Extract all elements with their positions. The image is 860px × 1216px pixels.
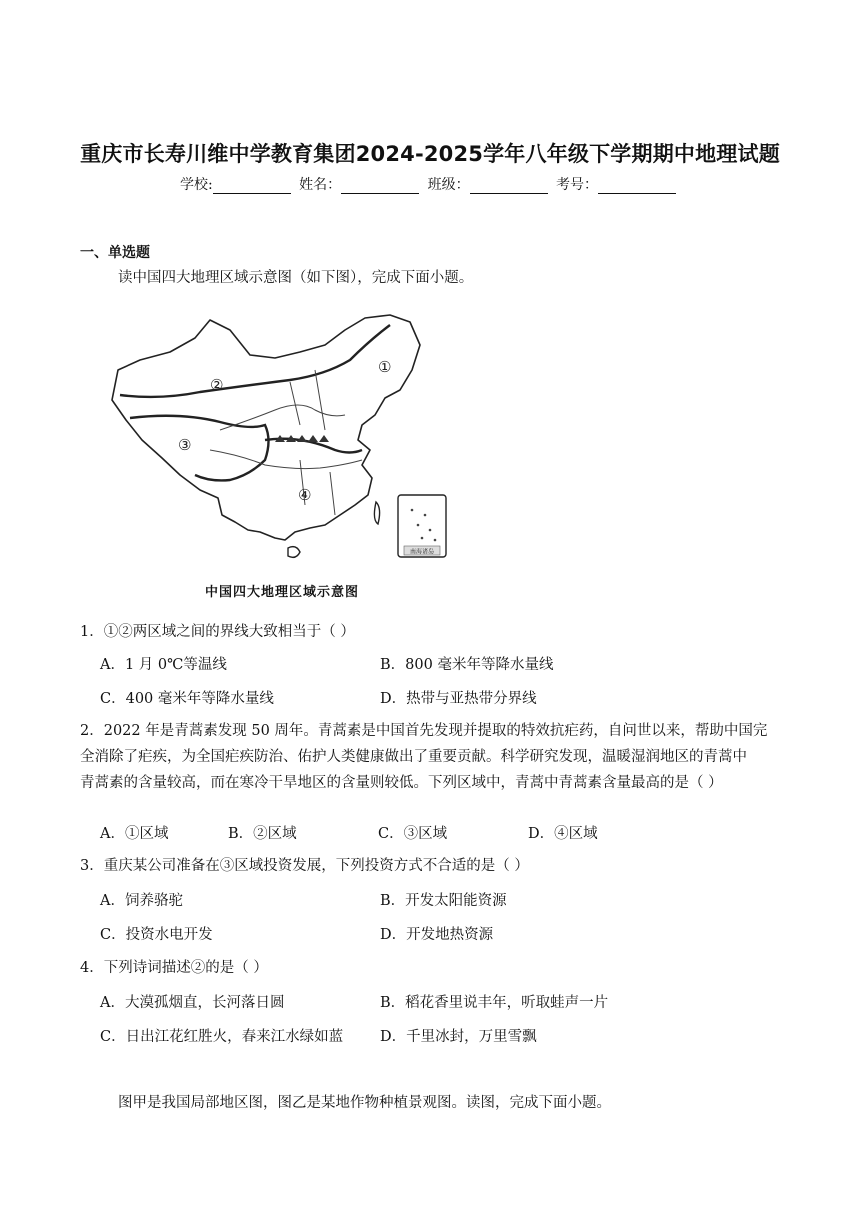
school-label: 学校: — [179, 177, 213, 193]
question-3-option-b[interactable]: B．开发太阳能资源 — [380, 893, 507, 909]
question-2-stem-line: 2．2022 年是青蒿素发现 50 周年。青蒿素是中国首先发现并提取的特效抗疟药，自问世以来，帮助中国完 — [80, 723, 768, 739]
question-1-stem: 1．①②两区域之间的界线大致相当于（ ） — [80, 624, 355, 640]
question-3-stem: 3．重庆某公司准备在③区域投资发展，下列投资方式不合适的是（ ） — [80, 858, 529, 874]
class-label: 班级： — [427, 177, 470, 193]
class-blank[interactable] — [470, 179, 548, 194]
next-section-intro: 图甲是我国局部地区图，图乙是某地作物种植景观图。读图，完成下面小题。 — [118, 1095, 611, 1111]
boundary-line-north — [120, 325, 390, 397]
exam-number-blank[interactable] — [598, 179, 676, 194]
china-regions-map — [100, 300, 460, 600]
region-label-3: ③ — [178, 436, 192, 454]
question-4-option-b[interactable]: B．稻花香里说丰年，听取蛙声一片 — [380, 995, 609, 1011]
section-heading: 一、单选题 — [80, 245, 150, 261]
region-label-2: ② — [210, 376, 224, 394]
question-3-option-c[interactable]: C．投资水电开发 — [100, 927, 213, 943]
taiwan-island — [374, 502, 379, 524]
question-3-option-d[interactable]: D．开发地热资源 — [380, 927, 494, 943]
question-1-option-d[interactable]: D．热带与亚热带分界线 — [380, 691, 537, 707]
question-4-stem: 4．下列诗词描述②的是（ ） — [80, 960, 268, 976]
region-label-4: ④ — [298, 486, 312, 504]
page-title: 重庆市长寿川维中学教育集团2024-2025学年八年级下学期期中地理试题 — [80, 142, 780, 166]
map-caption: 中国四大地理区域示意图 — [205, 585, 360, 600]
map-intro: 读中国四大地理区域示意图（如下图），完成下面小题。 — [118, 270, 474, 286]
name-label: 姓名： — [299, 177, 342, 193]
question-2-option-c[interactable]: C．③区域 — [378, 826, 448, 842]
school-blank[interactable] — [213, 179, 291, 194]
question-2-option-d[interactable]: D．④区域 — [528, 826, 598, 842]
question-2-option-a[interactable]: A．①区域 — [100, 826, 169, 842]
question-4-option-a[interactable]: A．大漠孤烟直，长河落日圆 — [100, 995, 285, 1011]
student-info-line — [0, 174, 860, 194]
question-2-stem — [80, 718, 785, 796]
hainan-island — [288, 547, 300, 558]
question-2-stem-line: 青蒿素的含量较高，而在寒冷干旱地区的含量则较低。下列区域中，青蒿中青蒿素含量最高的是（ ） — [80, 775, 723, 791]
question-1-option-b[interactable]: B．800 毫米年等降水量线 — [380, 657, 554, 673]
question-1-option-a[interactable]: A．1 月 0℃等温线 — [100, 657, 227, 673]
question-2-stem-line: 全消除了疟疾，为全国疟疾防治、佑护人类健康做出了重要贡献。科学研究发现，温暖湿润地区的青蒿中 — [80, 749, 747, 765]
region-label-1: ① — [378, 358, 392, 376]
question-3-option-a[interactable]: A．饲养骆驼 — [100, 893, 183, 909]
question-2-option-b[interactable]: B．②区域 — [228, 826, 297, 842]
exam-number-label: 考号： — [556, 177, 599, 193]
name-blank[interactable] — [341, 179, 419, 194]
question-1-option-c[interactable]: C．400 毫米年等降水量线 — [100, 691, 274, 707]
question-4-option-c[interactable]: C．日出江花红胜火，春来江水绿如蓝 — [100, 1029, 344, 1045]
inset-label: 南海诸岛 — [409, 548, 435, 556]
question-4-option-d[interactable]: D．千里冰封，万里雪飘 — [380, 1029, 537, 1045]
river-yangtze — [210, 450, 362, 469]
